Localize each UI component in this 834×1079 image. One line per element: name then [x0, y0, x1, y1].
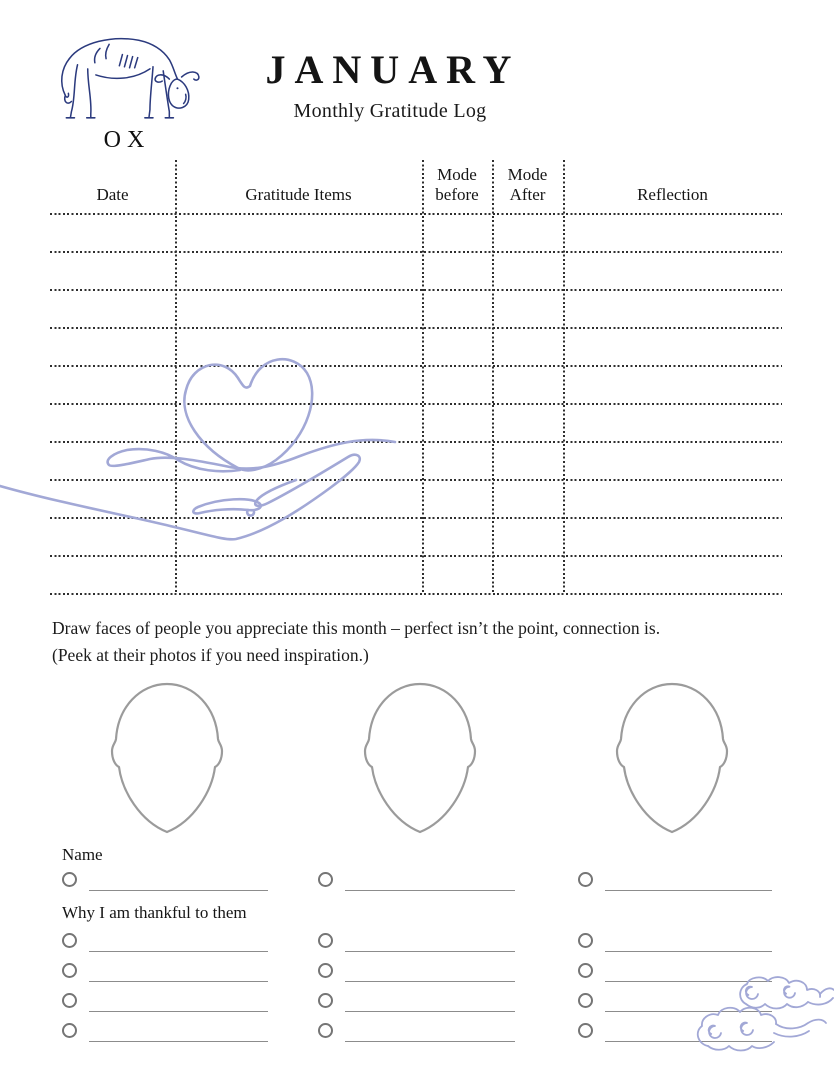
table-header-divider [50, 213, 782, 215]
bullet-circle-icon [62, 963, 77, 978]
faces-prompt-line2: (Peek at their photos if you need inspiration.) [52, 645, 369, 665]
column-header-mode-after: Mode After [507, 164, 548, 205]
reason-entry-row [62, 1023, 268, 1042]
reason-entry-row [318, 993, 515, 1012]
bullet-circle-icon [62, 993, 77, 1008]
fill-in-line [345, 1041, 515, 1042]
bullet-circle-icon [62, 933, 77, 948]
log-table [50, 160, 782, 593]
bullet-circle-icon [578, 872, 593, 887]
bullet-circle-icon [318, 933, 333, 948]
table-row-line [50, 327, 782, 329]
table-row-line [50, 555, 782, 557]
fill-in-line [345, 951, 515, 952]
bullet-circle-icon [318, 963, 333, 978]
face-outline [607, 681, 737, 836]
column-header-mode-before: Mode before [435, 164, 479, 205]
fill-in-line [89, 1011, 268, 1012]
fill-in-line [605, 890, 772, 891]
fill-in-line [345, 1011, 515, 1012]
face-outline [102, 681, 232, 836]
table-column-line [492, 160, 494, 593]
reason-entry-row [62, 963, 268, 982]
name-entry-row [578, 872, 772, 891]
reason-entry-row [318, 933, 515, 952]
table-row-line [50, 365, 782, 367]
page-subtitle: Monthly Gratitude Log [293, 100, 487, 122]
fill-in-line [89, 981, 268, 982]
table-row-line [50, 403, 782, 405]
name-entry-row [318, 872, 515, 891]
reason-entry-row [62, 933, 268, 952]
bullet-circle-icon [578, 963, 593, 978]
reason-entry-row [318, 963, 515, 982]
page-title: JANUARY [265, 47, 521, 92]
reason-entry-row [62, 993, 268, 1012]
fill-in-line [345, 890, 515, 891]
table-column-line [563, 160, 565, 593]
table-row-line [50, 517, 782, 519]
face-outline [355, 681, 485, 836]
cloud-motif-icon [694, 976, 834, 1062]
reason-label: Why I am thankful to them [62, 903, 247, 922]
bullet-circle-icon [578, 993, 593, 1008]
reason-entry-row [318, 1023, 515, 1042]
name-label: Name [62, 845, 103, 864]
fill-in-line [345, 981, 515, 982]
table-column-line [175, 160, 177, 593]
table-column-line [422, 160, 424, 593]
faces-prompt [52, 615, 792, 669]
reason-entry-row [578, 933, 772, 952]
fill-in-line [89, 1041, 268, 1042]
ox-illustration-icon [52, 26, 202, 128]
bullet-circle-icon [318, 872, 333, 887]
fill-in-line [89, 890, 268, 891]
zodiac-label: OX [103, 127, 151, 153]
bullet-circle-icon [62, 872, 77, 887]
fill-in-line [605, 951, 772, 952]
faces-prompt-line1: Draw faces of people you appreciate this month – perfect isn’t the point, connection is. [52, 618, 661, 638]
table-row-line [50, 251, 782, 253]
table-row-line [50, 593, 782, 595]
table-row-line [50, 441, 782, 443]
column-header-gratitude-items: Gratitude Items [245, 185, 352, 205]
fill-in-line [89, 951, 268, 952]
name-entry-row [62, 872, 268, 891]
bullet-circle-icon [578, 1023, 593, 1038]
column-header-date: Date [96, 185, 129, 205]
column-header-reflection: Reflection [637, 185, 708, 205]
bullet-circle-icon [318, 993, 333, 1008]
bullet-circle-icon [62, 1023, 77, 1038]
bullet-circle-icon [318, 1023, 333, 1038]
bullet-circle-icon [578, 933, 593, 948]
table-row-line [50, 289, 782, 291]
table-row-line [50, 479, 782, 481]
